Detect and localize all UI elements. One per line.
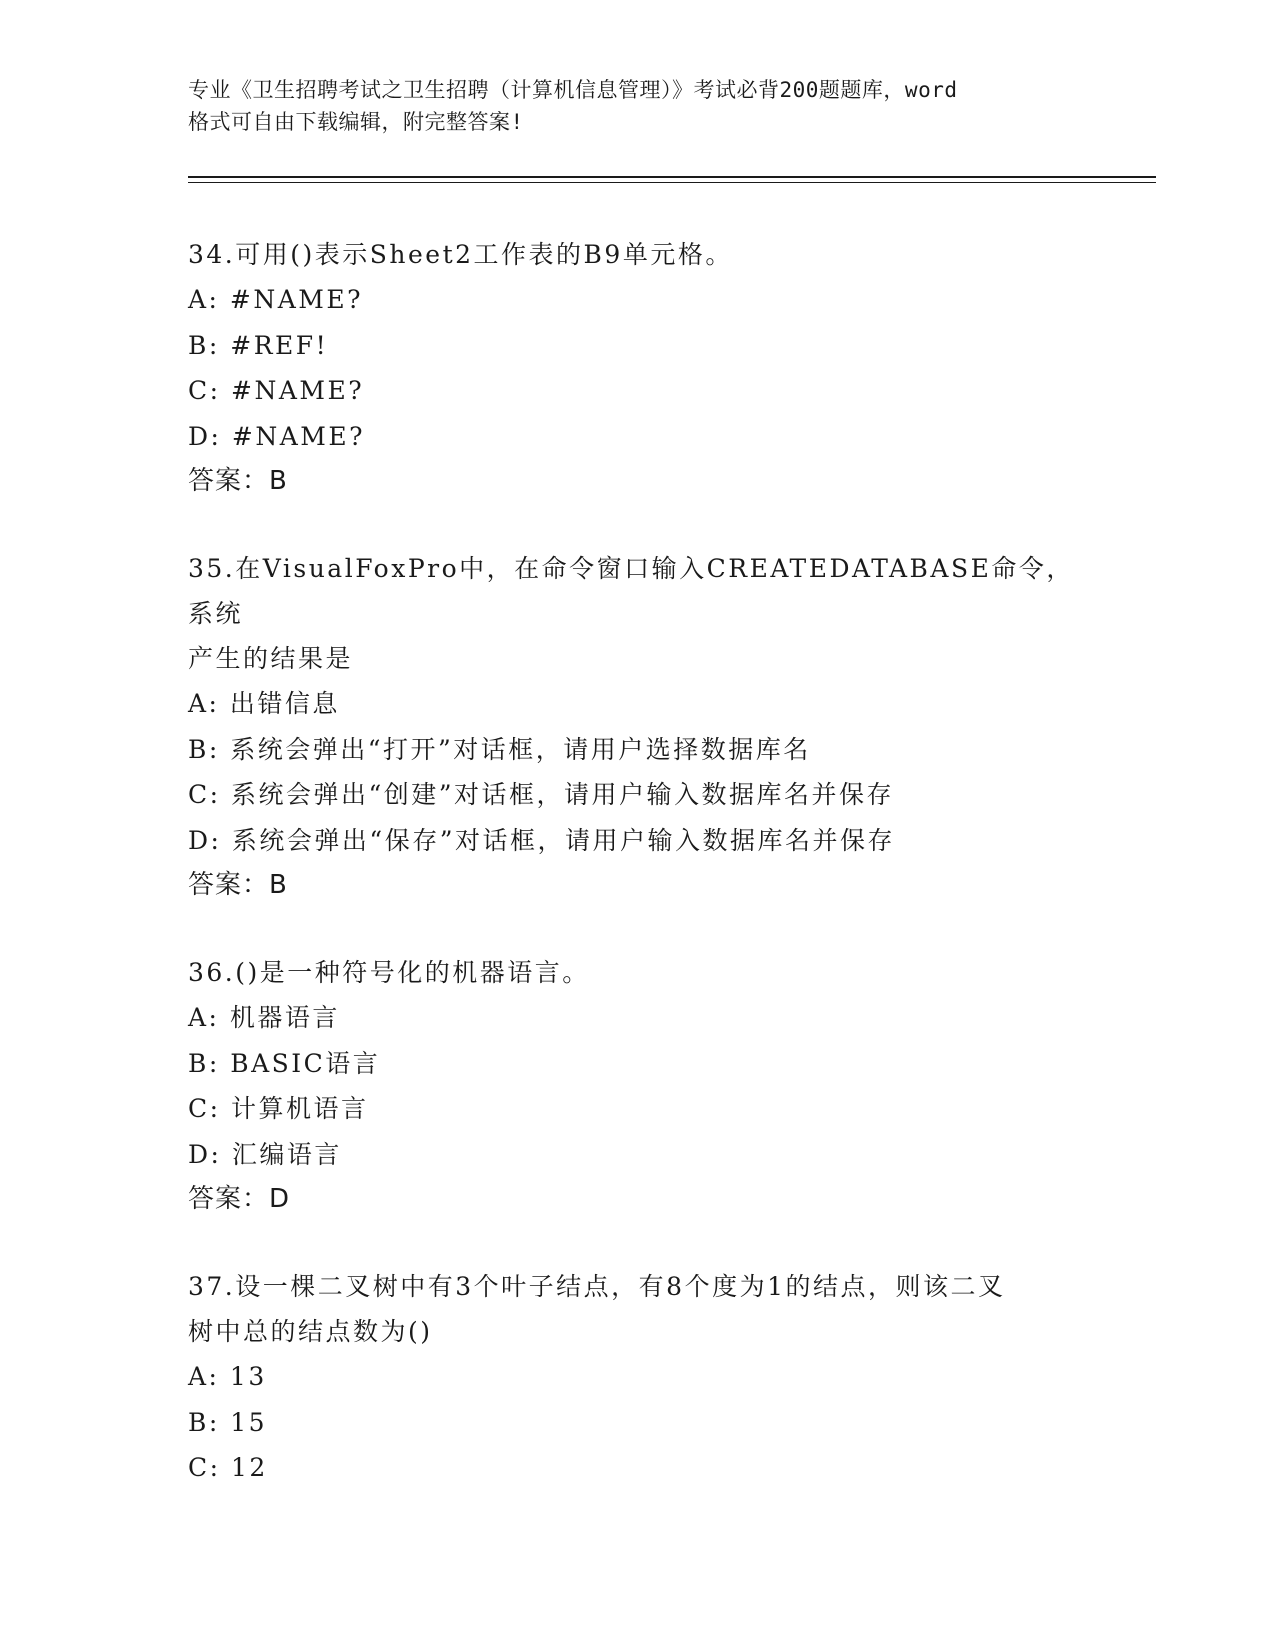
header-line-2: 格式可自由下载编辑，附完整答案! [188,110,524,134]
question-35 [188,546,1088,908]
option-c: C: 系统会弹出“创建”对话框，请用户输入数据库名并保存 [188,780,895,809]
question-stem: 34.可用()表示Sheet2工作表的B9单元格。 [188,240,733,269]
answer-key: 答案：B [188,466,288,496]
option-c: C: 12 [188,1453,268,1482]
option-c: C: 计算机语言 [188,1094,369,1123]
question-stem: 37.设一棵二叉树中有3个叶子结点，有8个度为1的结点，则该二叉 [188,1272,1006,1301]
question-stem-continued: 产生的结果是 [188,644,354,673]
question-34 [188,232,1088,504]
document-header [188,74,1088,138]
option-b: B: 系统会弹出“打开”对话框，请用户选择数据库名 [188,734,811,764]
option-a: A: 13 [188,1362,267,1391]
question-stem: 35.在VisualFoxPro中，在命令窗口输入CREATEDATABASE命令，系统 [188,554,1074,628]
header-line-1: 专业《卫生招聘考试之卫生招聘（计算机信息管理）》考试必背200题题库，word [188,78,958,102]
question-36 [188,950,1088,1222]
question-37 [188,1264,1088,1491]
option-a: A: 出错信息 [188,689,340,718]
option-c: C: #NAME? [188,376,365,405]
option-d: D: 汇编语言 [188,1139,342,1169]
option-d: D: 系统会弹出“保存”对话框，请用户输入数据库名并保存 [188,825,895,855]
answer-key: 答案：B [188,870,288,900]
option-a: A: 机器语言 [188,1003,340,1032]
question-stem: 36.()是一种符号化的机器语言。 [188,958,590,987]
answer-key: 答案：D [188,1184,291,1214]
option-b: B: BASIC语言 [188,1048,381,1078]
option-d: D: #NAME? [188,421,366,451]
question-list [188,232,1088,1533]
option-b: B: 15 [188,1407,268,1437]
header-divider-thick [188,176,1156,178]
question-stem-continued: 树中总的结点数为() [188,1317,433,1346]
option-b: B: #REF! [188,330,329,360]
header-divider-thin [188,182,1156,183]
option-a: A: #NAME? [188,285,364,314]
